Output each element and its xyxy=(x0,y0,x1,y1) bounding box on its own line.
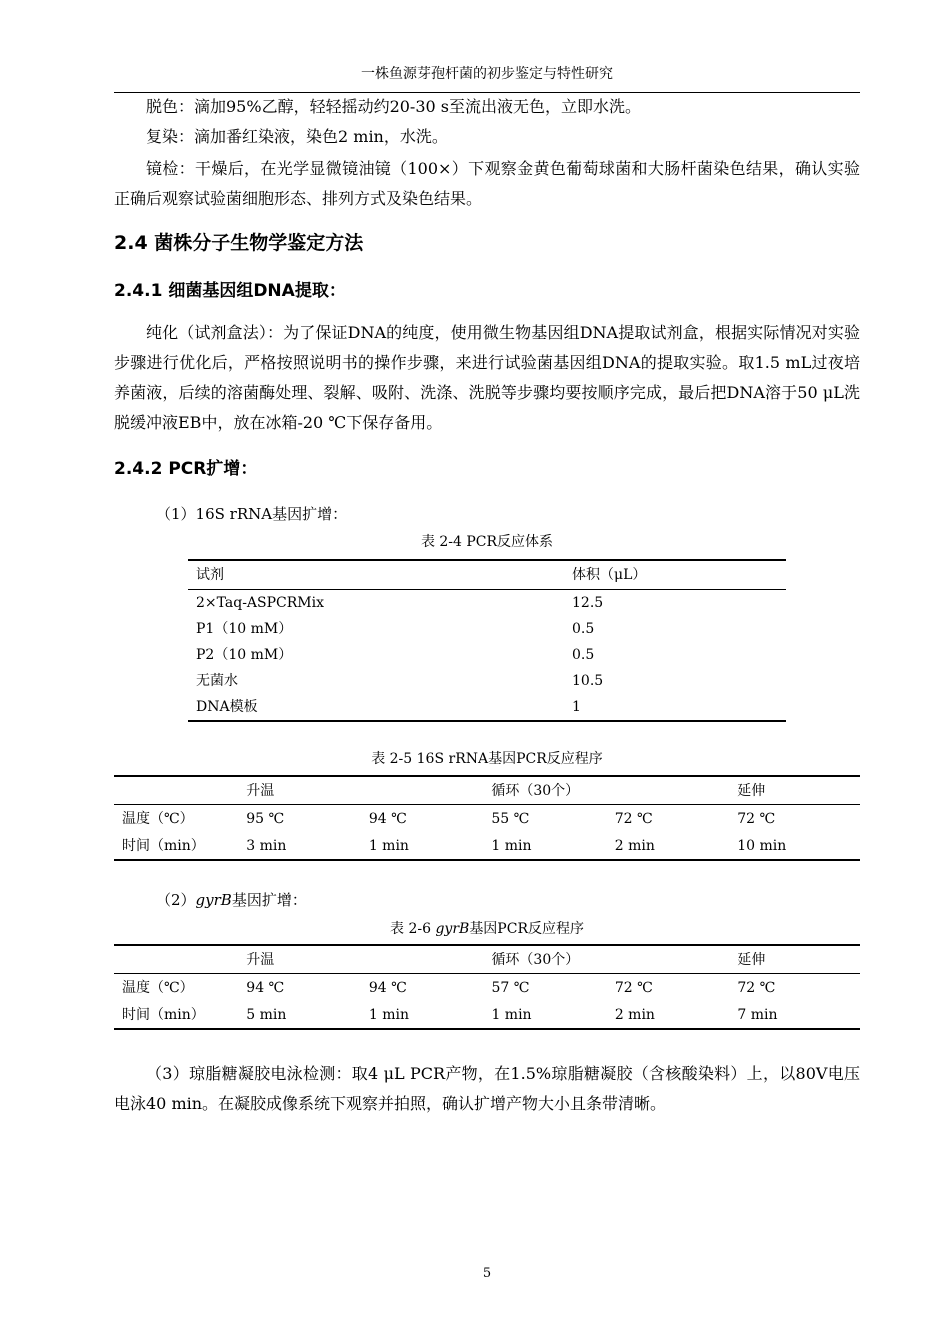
table-cell: 2 min xyxy=(614,837,655,854)
table-cell: 95 ℃ xyxy=(246,810,285,827)
table-caption-2-6 xyxy=(114,919,860,939)
table-header-row xyxy=(114,776,860,805)
table-row-label: 时间（min） xyxy=(122,837,205,854)
gene-name: gyrB xyxy=(435,921,470,937)
table-header-cell xyxy=(114,776,246,805)
table-cell: 5 min xyxy=(246,1006,287,1023)
paragraph-decolor: 脱色：滴加95%乙醇，轻轻摇动约20-30 s至流出液无色，立即水洗。 xyxy=(146,97,641,116)
paragraph-counterstain: 复染：滴加番红染液，染色2 min，水洗。 xyxy=(146,127,448,146)
page-number: 5 xyxy=(482,1266,492,1281)
table-cell: P2（10 mM） xyxy=(196,647,293,663)
running-header: 一株鱼源芽孢杆菌的初步鉴定与特性研究 xyxy=(361,66,613,82)
section-heading-2-4-1: 2.4.1 细菌基因组DNA提取： xyxy=(114,281,346,301)
table-cell: 12.5 xyxy=(572,595,604,611)
table-row xyxy=(114,805,860,833)
list-item-16s: （1）16S rRNA基因扩增： xyxy=(156,505,348,523)
table-cell: 72 ℃ xyxy=(614,810,653,827)
table-16s-pcr-program xyxy=(114,775,860,861)
table-header-row xyxy=(114,945,860,974)
table-row xyxy=(114,974,860,1002)
table-header-cell: 试剂 xyxy=(188,560,572,590)
table-cell: 94 ℃ xyxy=(246,979,285,996)
table-header-cell: 升温 xyxy=(246,945,369,974)
table-cell: 1 min xyxy=(491,837,532,854)
table-header-cell xyxy=(369,776,492,805)
table-header-cell xyxy=(114,945,246,974)
table-cell: 1 min xyxy=(368,837,409,854)
list-item-prefix: （2） xyxy=(156,891,196,909)
table-cell: 2×Taq-ASPCRMix xyxy=(196,595,325,611)
table-cell: 1 min xyxy=(368,1006,409,1023)
table-cell: 7 min xyxy=(737,1006,778,1023)
list-item-gyrb xyxy=(156,888,307,912)
table-row xyxy=(188,694,786,721)
table-row-label: 温度（℃） xyxy=(122,979,194,996)
table-caption-2-5: 表 2-5 16S rRNA基因PCR反应程序 xyxy=(371,751,603,767)
table-header-cell: 延伸 xyxy=(737,945,860,974)
table-row-label: 温度（℃） xyxy=(122,810,194,827)
table-cell: 94 ℃ xyxy=(368,979,407,996)
table-cell: 0.5 xyxy=(572,621,595,637)
table-gyrb-pcr-program xyxy=(114,944,860,1030)
table-cell: 2 min xyxy=(614,1006,655,1023)
table-pcr-reaction-system xyxy=(188,559,786,722)
table-header-cell: 体积（μL） xyxy=(572,560,786,590)
table-row xyxy=(114,1001,860,1029)
list-item-suffix: 基因扩增： xyxy=(231,891,307,909)
paragraph-purification: 纯化（试剂盒法）：为了保证DNA的纯度，使用微生物基因组DNA提取试剂盒，根据实际情况对实验步骤进行优化后，严格按照说明书的操作步骤，来进行试验菌基因组DNA的提取实验。取1.5 mL过夜培养菌液，后续的溶菌酶处理、裂解、吸附、洗涤、洗脱等步骤均要按顺序完成，最后把DNA溶于50 μL洗脱缓冲液EB中，放在冰箱-20 ℃下保存备用。 xyxy=(114,323,860,432)
table-cell: 10.5 xyxy=(572,673,604,689)
table-header-cell xyxy=(369,945,492,974)
caption-suffix: 基因PCR反应程序 xyxy=(469,921,584,937)
table-row xyxy=(188,616,786,642)
gene-name: gyrB xyxy=(195,891,232,909)
table-cell: 57 ℃ xyxy=(491,979,530,996)
table-cell: 1 xyxy=(572,699,581,715)
table-caption-2-4: 表 2-4 PCR反应体系 xyxy=(420,534,554,550)
table-cell: 无菌水 xyxy=(196,673,238,689)
table-header-cell xyxy=(615,945,738,974)
table-cell: 72 ℃ xyxy=(614,979,653,996)
table-header-row xyxy=(188,560,786,590)
table-row xyxy=(114,832,860,860)
table-header-cell: 循环（30个） xyxy=(491,776,614,805)
table-row-label: 时间（min） xyxy=(122,1006,205,1023)
table-header-cell xyxy=(615,776,738,805)
table-header-cell: 延伸 xyxy=(737,776,860,805)
section-heading-2-4-2: 2.4.2 PCR扩增： xyxy=(114,459,258,479)
table-cell: P1（10 mM） xyxy=(196,621,293,637)
table-header-cell: 循环（30个） xyxy=(491,945,614,974)
paragraph-gel-electrophoresis: （3）琼脂糖凝胶电泳检测：取4 μL PCR产物，在1.5%琼脂糖凝胶（含核酸染料）上，以80V电压电泳40 min。在凝胶成像系统下观察并拍照，确认扩增产物大小且条带清晰。 xyxy=(114,1064,860,1113)
table-cell: 94 ℃ xyxy=(368,810,407,827)
table-cell: 1 min xyxy=(491,1006,532,1023)
table-cell: 72 ℃ xyxy=(737,979,776,996)
table-cell: 3 min xyxy=(246,837,287,854)
table-header-cell: 升温 xyxy=(246,776,369,805)
table-cell: DNA模板 xyxy=(196,699,258,715)
table-cell: 10 min xyxy=(737,837,787,854)
table-cell: 0.5 xyxy=(572,647,595,663)
paragraph-microscopy: 镜检：干燥后，在光学显微镜油镜（100×）下观察金黄色葡萄球菌和大肠杆菌染色结果，确认实验正确后观察试验菌细胞形态、排列方式及染色结果。 xyxy=(114,159,860,208)
table-row xyxy=(188,590,786,617)
section-heading-2-4: 2.4 菌株分子生物学鉴定方法 xyxy=(114,232,364,254)
table-cell: 55 ℃ xyxy=(491,810,530,827)
table-cell: 72 ℃ xyxy=(737,810,776,827)
table-row xyxy=(188,642,786,668)
table-row xyxy=(188,668,786,694)
caption-prefix: 表 2-6 xyxy=(390,921,436,937)
